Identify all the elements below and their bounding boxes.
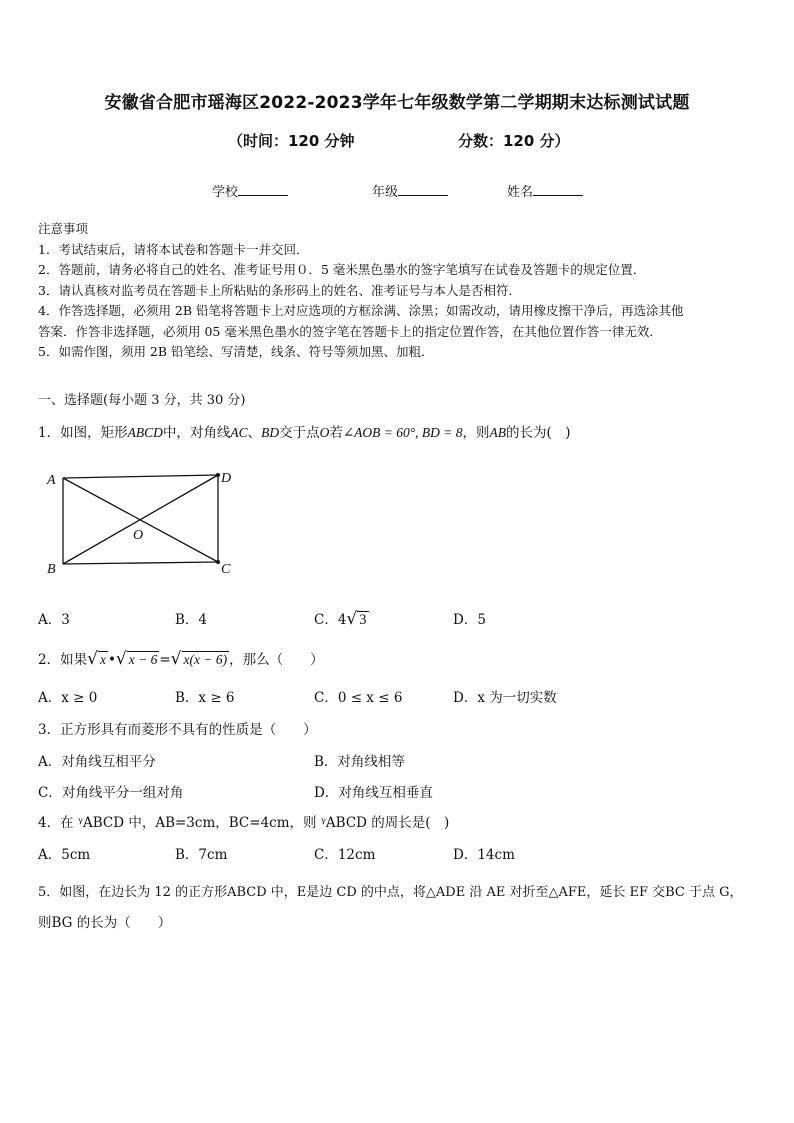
question-5-line-2: 则BG 的长为（ ） (38, 915, 172, 931)
q1-condition: ∠AOB = 60°, BD = 8 (342, 425, 463, 440)
note-item: 2．答题前，请务必将自己的姓名、准考证号用０．5 毫米黑色墨水的签字笔填写在试卷及答题卡的规定位置． (38, 262, 646, 277)
q1-text: 中，对角线 (162, 425, 231, 441)
exam-score: 分数：120 分） (458, 132, 570, 150)
q1-option-b[interactable]: B．4 (175, 612, 208, 628)
school-blank (238, 183, 288, 196)
q2-radicand-x: x (99, 652, 106, 667)
note-item: 4．作答选择题，必须用 2B 铅笔将答题卡上对应选项的方框涂满、涂黑；如需改动，请用橡皮擦干净后，再选涂其他 (38, 303, 684, 318)
q4-option-b[interactable]: B．7cm (175, 847, 228, 863)
exam-title: 安徽省合肥市瑶海区2022-2023学年七年级数学第二学期期末达标测试试题 (104, 93, 690, 113)
question-5-line-1: 5．如图，在边长为 12 的正方形ABCD 中，E是边 CD 的中点，将△ADE 沿 AE 对折至△AFE，延长 EF 交BC 于点 G， (38, 885, 743, 900)
q3-option-b[interactable]: B．对角线相等 (314, 754, 405, 770)
q3-option-c[interactable]: C．对角线平分一组对角 (38, 785, 184, 801)
grade-label: 年级 (372, 185, 399, 200)
vertex-c-dot (216, 560, 220, 564)
grade-blank (398, 183, 448, 196)
sqrt-sign-icon: √ (346, 609, 358, 629)
q1-option-a[interactable]: A．3 (38, 612, 70, 628)
q3-option-d[interactable]: D．对角线互相垂直 (314, 785, 433, 801)
q2-text: 2．如果 (38, 652, 88, 668)
center-label-o: O (133, 528, 144, 543)
notes-heading: 注意事项 (38, 221, 89, 236)
q1-text: 若 (329, 425, 343, 441)
q1-text: 交于点 (279, 425, 320, 441)
q1-math: ABCD (127, 425, 163, 440)
q1-option-c-radicand: 3 (359, 612, 367, 628)
figure-edge-cb (63, 562, 218, 564)
vertex-label-b: B (47, 562, 56, 577)
q4-option-c[interactable]: C．12cm (314, 847, 376, 863)
q1-option-d[interactable]: D．5 (453, 612, 486, 628)
q1-math: AB (489, 425, 507, 440)
q2-dot: • (107, 652, 116, 668)
question-4: 4．在 ᵞABCD 中，AB=3cm，BC=4cm，则 ᵞABCD 的周长是( ) (38, 815, 450, 831)
q2-radicand-product: x(x − 6) (183, 652, 228, 667)
figure-diagonal-bd (63, 475, 218, 564)
school-field (212, 181, 288, 200)
q2-option-a[interactable]: A．x ≥ 0 (38, 690, 98, 706)
q1-text: 如图，矩形 (60, 425, 128, 441)
q2-option-d[interactable]: D．x 为一切实数 (453, 690, 557, 706)
vertex-label-a: A (47, 473, 56, 488)
question-1 (38, 421, 571, 441)
q1-number: 1． (38, 425, 61, 441)
q2-equals: = (159, 652, 171, 668)
q2-option-b[interactable]: B．x ≥ 6 (175, 690, 235, 706)
rectangle-figure (40, 466, 240, 578)
q4-option-d[interactable]: D．14cm (453, 847, 515, 863)
name-field (507, 181, 583, 200)
name-blank (533, 183, 583, 196)
sqrt-sign-icon: √ (115, 649, 127, 669)
figure-edge-ad (63, 475, 218, 478)
q1-text: 、 (247, 425, 262, 441)
q1-text: 的长为( ) (506, 425, 571, 441)
q1-math: AC (230, 425, 248, 440)
q3-option-a[interactable]: A．对角线互相平分 (38, 754, 156, 770)
q1-math: BD (261, 425, 280, 440)
q1-math: O (319, 425, 330, 440)
vertex-d-dot (216, 473, 220, 477)
note-item: 答案．作答非选择题，必须用 05 毫米黑色墨水的签字笔在答题卡上的指定位置作答，在其他位置作答一律无效． (38, 323, 662, 339)
question-2 (38, 648, 324, 669)
q1-option-c-label: C．4 (314, 612, 347, 628)
grade-field (372, 181, 448, 200)
name-label: 姓名 (507, 185, 534, 200)
note-item: 1．考试结束后，请将本试卷和答题卡一并交回． (38, 241, 309, 257)
q1-text: ，则 (462, 425, 490, 441)
q2-radicand-x6: x − 6 (128, 652, 158, 667)
sqrt-sign-icon: √ (170, 649, 182, 669)
note-item: 5．如需作图，须用 2B 铅笔绘、写清楚，线条、符号等须加黑、加粗． (38, 344, 434, 359)
exam-time: （时间：120 分钟 (228, 132, 355, 150)
vertex-label-d: D (221, 471, 232, 486)
vertex-label-c: C (221, 562, 231, 577)
q4-option-a[interactable]: A．5cm (38, 847, 91, 863)
q1-option-c[interactable] (314, 608, 369, 629)
q2-text: ，那么（ ） (229, 652, 324, 668)
sqrt-sign-icon: √ (87, 649, 98, 669)
question-3: 3．正方形具有而菱形不具有的性质是（ ） (38, 722, 317, 738)
school-label: 学校 (212, 185, 239, 200)
note-item: 3．请认真核对监考员在答题卡上所粘贴的条形码上的姓名、准考证号与本人是否相符． (38, 282, 521, 298)
q2-option-c[interactable]: C．0 ≤ x ≤ 6 (314, 690, 403, 706)
notes-block (38, 219, 684, 363)
section-heading: 一、选择题(每小题 3 分，共 30 分) (38, 393, 246, 408)
